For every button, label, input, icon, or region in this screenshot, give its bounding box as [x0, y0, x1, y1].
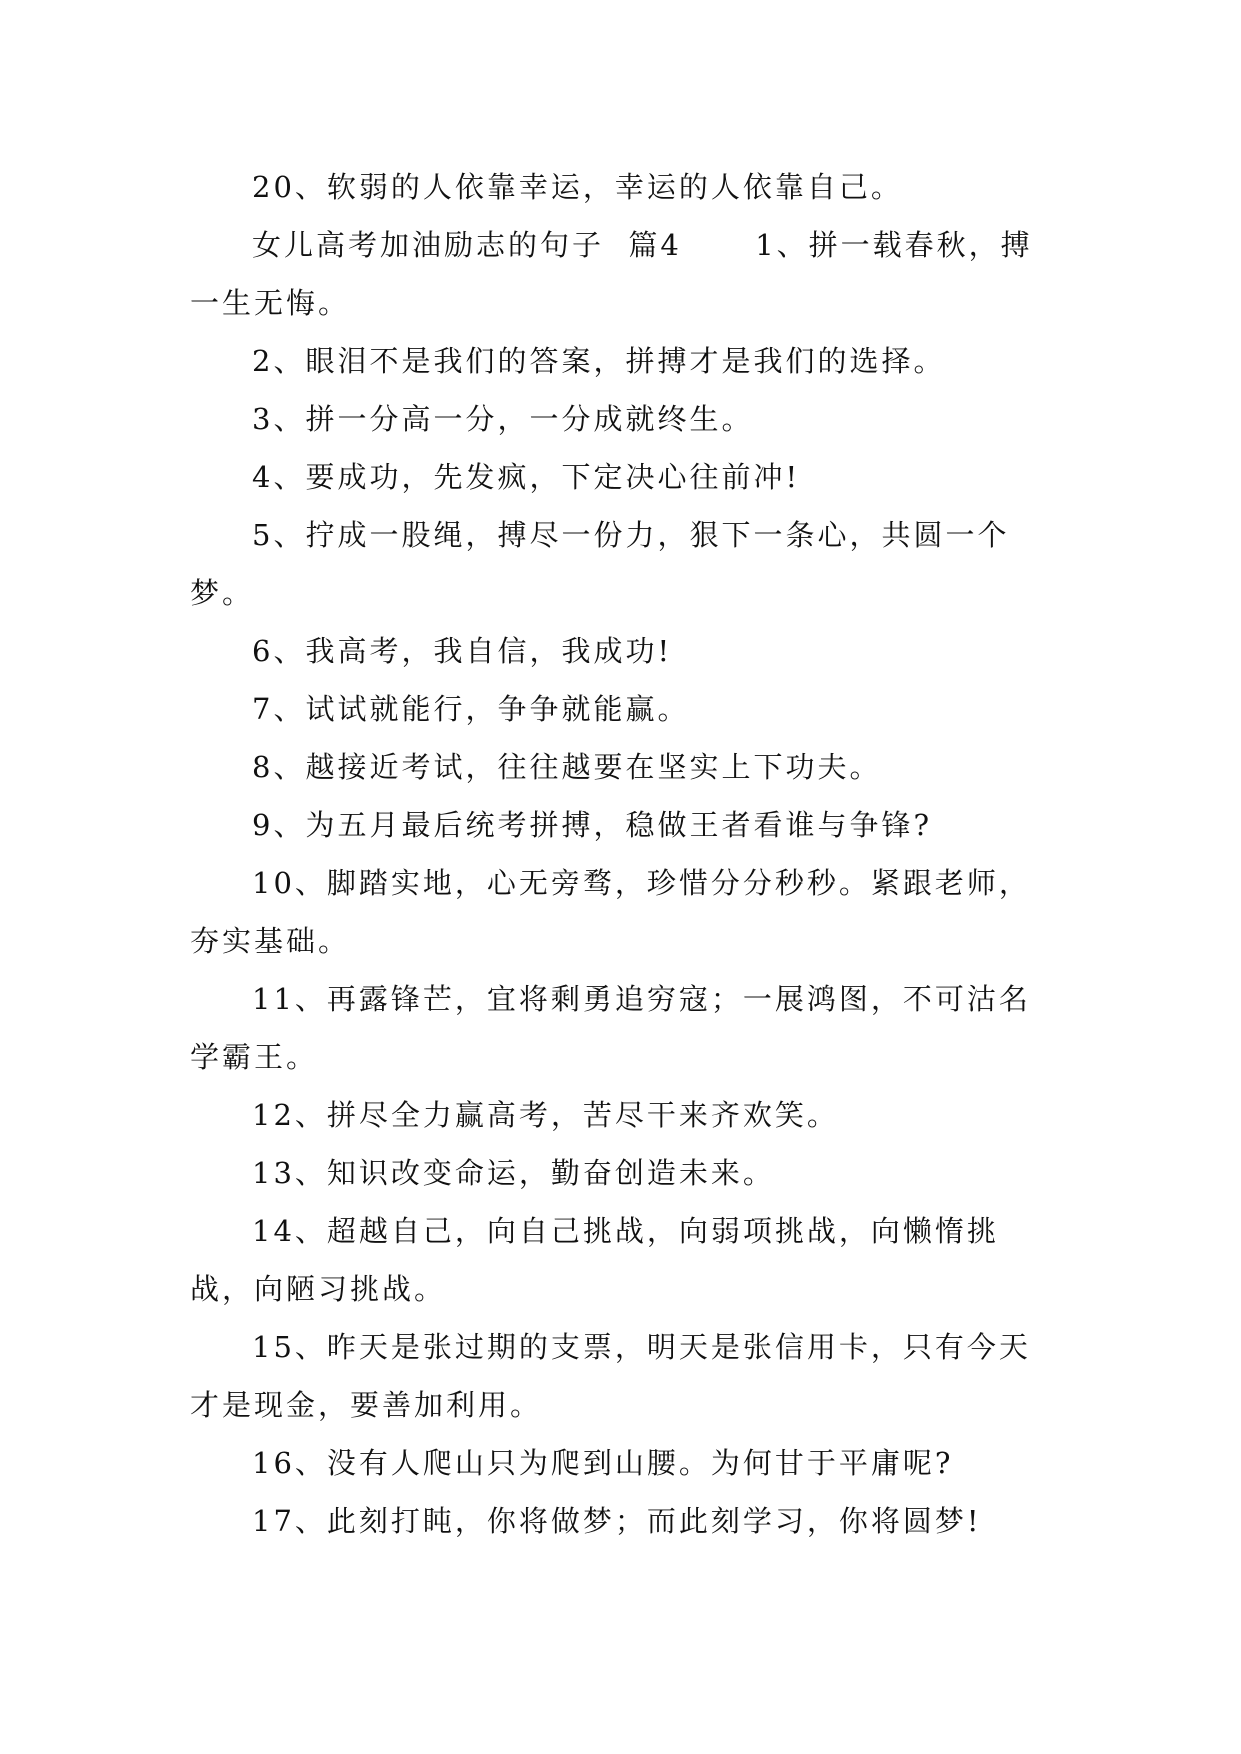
- paragraph-5: 5、拧成一股绳，搏尽一份力，狠下一条心，共圆一个梦。: [190, 518, 1010, 610]
- paragraph-12: 12、拼尽全力赢高考，苦尽干来齐欢笑。: [252, 1098, 839, 1132]
- paragraph-9: 9、为五月最后统考拼搏，稳做王者看谁与争锋?: [252, 808, 932, 842]
- paragraph-8: 8、越接近考试，往往越要在坚实上下功夫。: [252, 750, 882, 784]
- paragraph-16: 16、没有人爬山只为爬到山腰。为何甘于平庸呢?: [252, 1446, 954, 1480]
- paragraph-6: 6、我高考，我自信，我成功!: [252, 634, 673, 668]
- paragraph-14: 14、超越自己，向自己挑战，向弱项挑战，向懒惰挑战，向陋习挑战。: [190, 1214, 999, 1306]
- paragraph-2: 2、眼泪不是我们的答案，拼搏才是我们的选择。: [252, 344, 946, 378]
- paragraph-7: 7、试试就能行，争争就能赢。: [252, 692, 690, 726]
- paragraph-20: 20、软弱的人依靠幸运，幸运的人依靠自己。: [252, 170, 903, 204]
- paragraph-4: 4、要成功，先发疯，下定决心往前冲!: [252, 460, 801, 494]
- paragraph-section-heading-1: 女儿高考加油励志的句子 篇4 1、拼一载春秋，搏一生无悔。: [190, 228, 1033, 320]
- paragraph-17: 17、此刻打盹，你将做梦；而此刻学习，你将圆梦!: [252, 1504, 982, 1538]
- paragraph-11: 11、再露锋芒，宜将剩勇追穷寇；一展鸿图，不可沽名学霸王。: [190, 982, 1031, 1074]
- paragraph-3: 3、拼一分高一分，一分成就终生。: [252, 402, 754, 436]
- paragraph-13: 13、知识改变命运，勤奋创造未来。: [252, 1156, 775, 1190]
- paragraph-10: 10、脚踏实地，心无旁骛，珍惜分分秒秒。紧跟老师，夯实基础。: [190, 866, 1031, 958]
- paragraph-15: 15、昨天是张过期的支票，明天是张信用卡，只有今天才是现金，要善加利用。: [190, 1330, 1031, 1422]
- document-page: [190, 158, 1060, 1550]
